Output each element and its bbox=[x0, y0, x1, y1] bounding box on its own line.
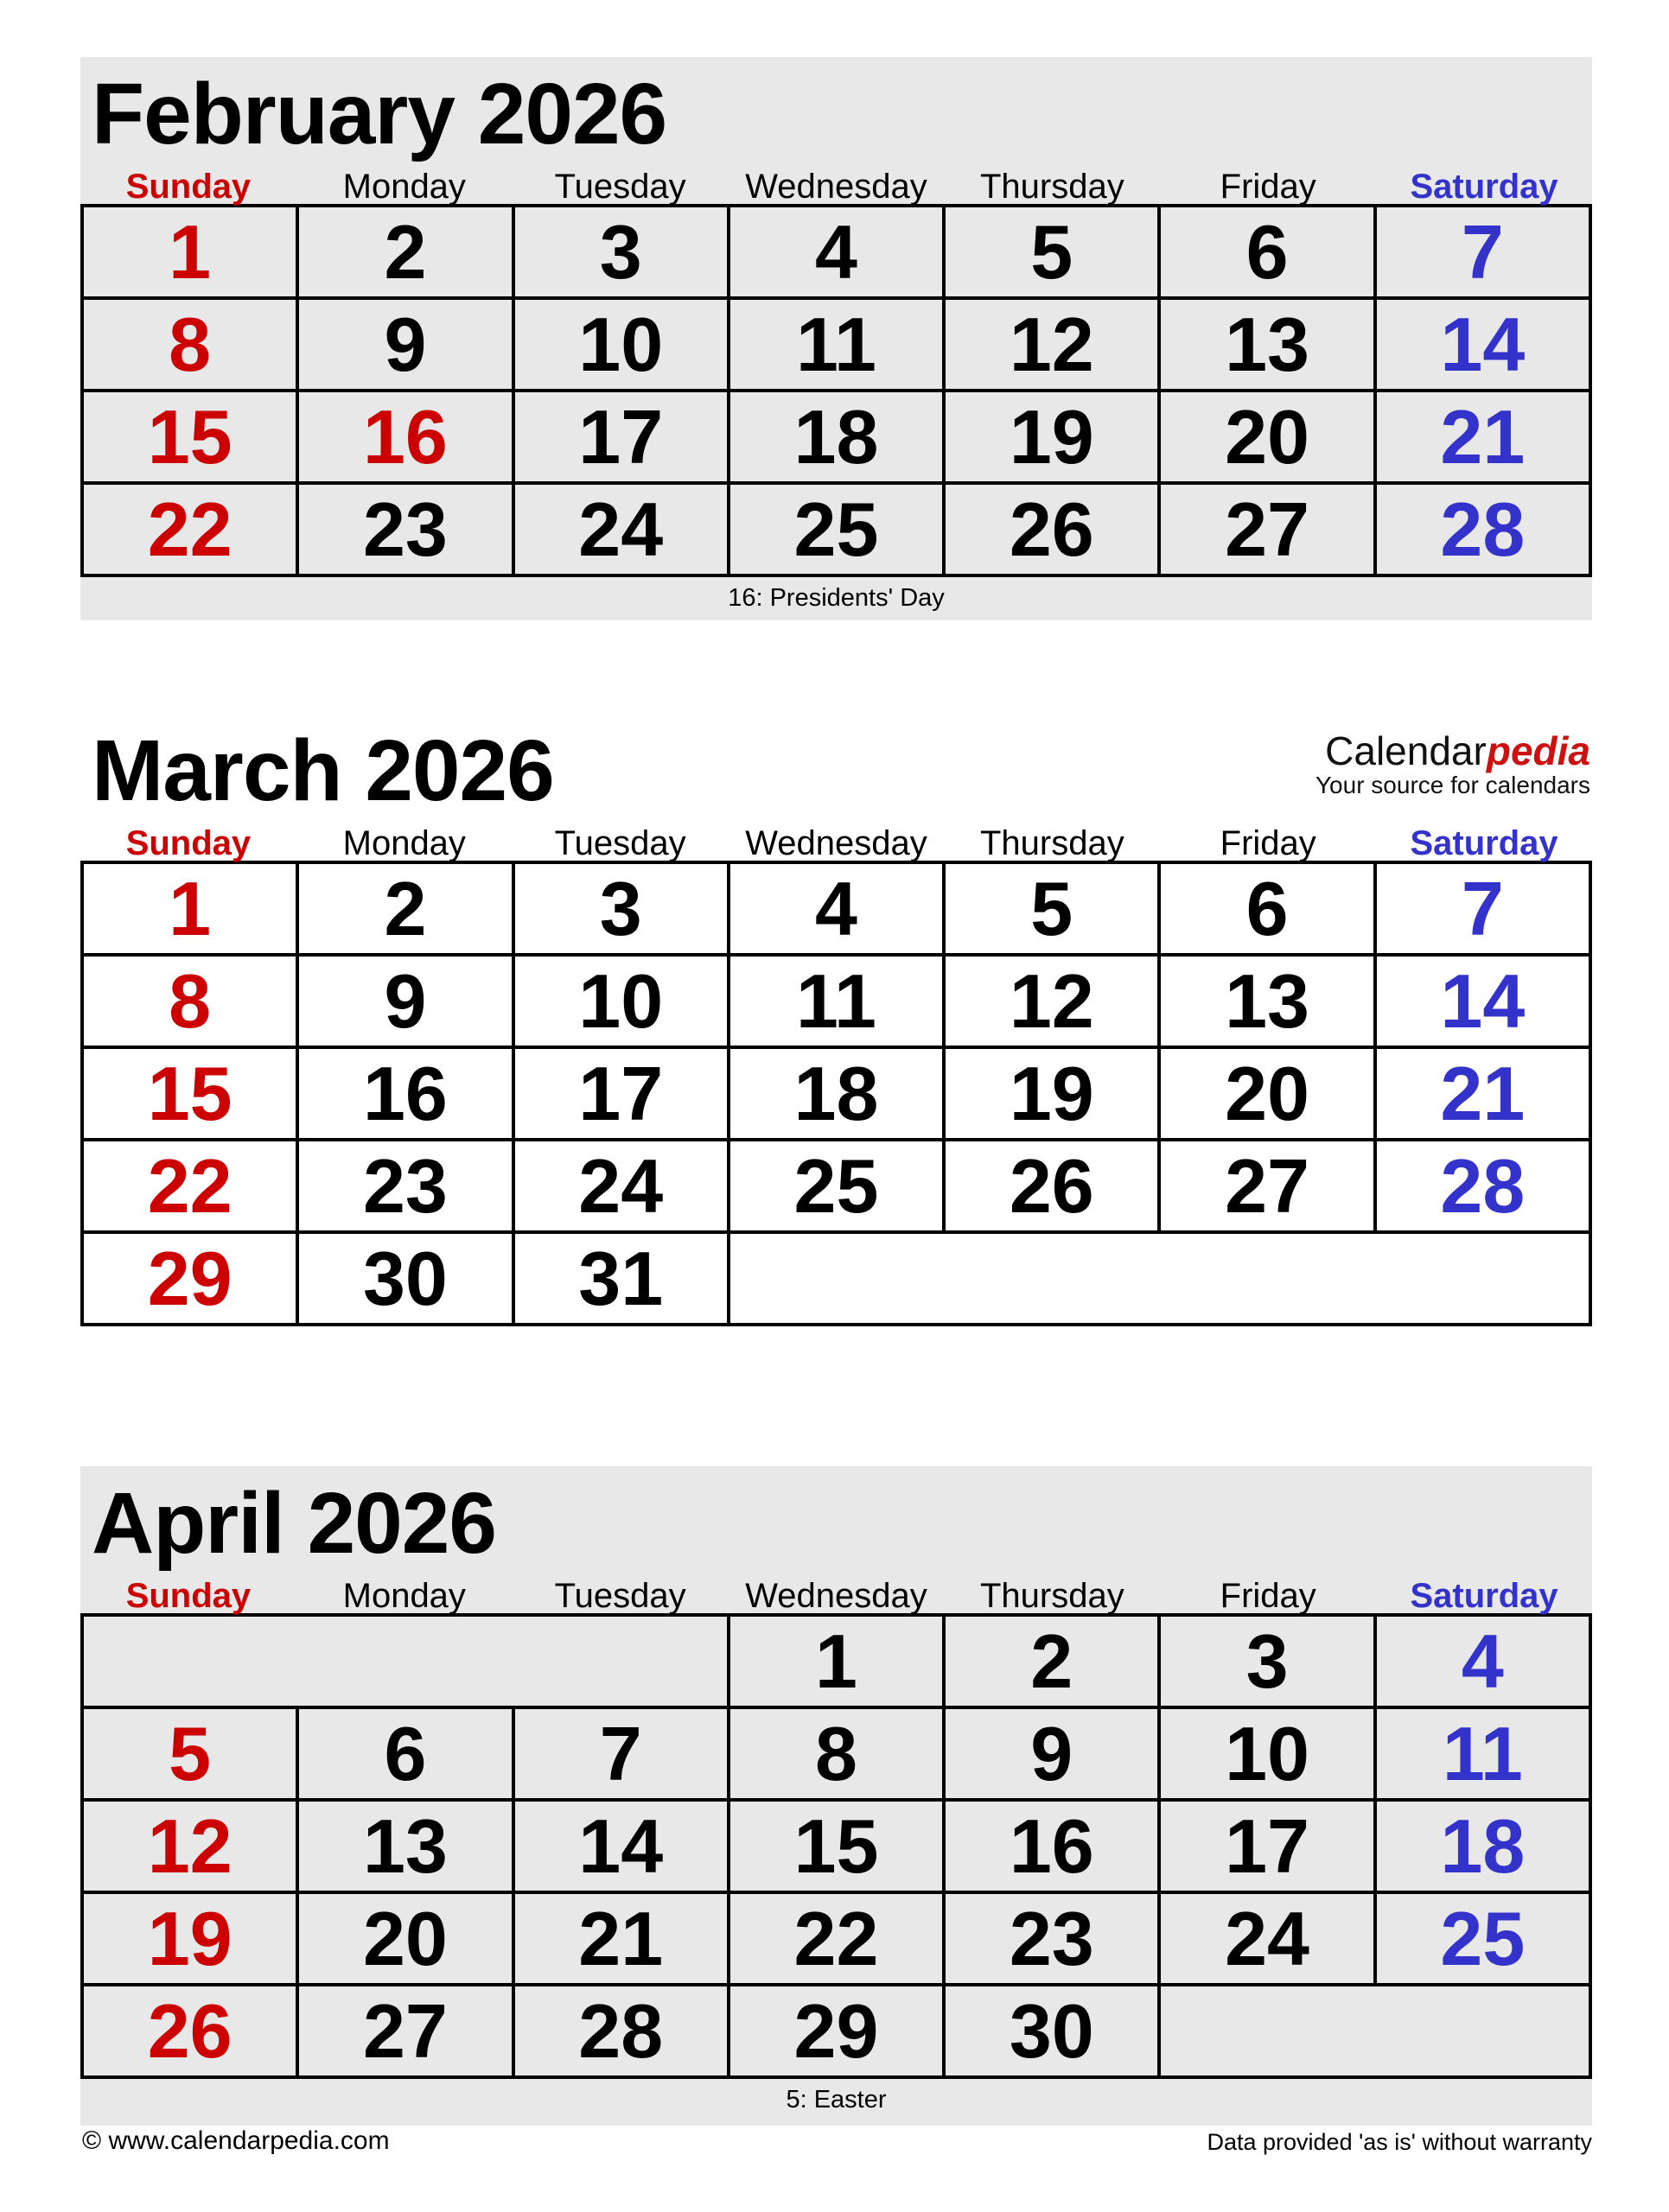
calendar-week-row bbox=[82, 1232, 1590, 1325]
day-cell: 26 bbox=[82, 1985, 297, 2077]
calendar-week-row bbox=[82, 1892, 1590, 1985]
day-cell: 9 bbox=[297, 955, 513, 1047]
weekday-label-wednesday: Wednesday bbox=[745, 824, 927, 862]
day-cell: 12 bbox=[944, 955, 1159, 1047]
day-cell: 25 bbox=[1375, 1892, 1590, 1985]
day-cell: 2 bbox=[944, 1615, 1159, 1707]
day-cell: 19 bbox=[82, 1892, 297, 1985]
month-grid bbox=[80, 1613, 1592, 2079]
calendar-week-row bbox=[82, 1707, 1590, 1800]
day-cell: 18 bbox=[729, 391, 944, 483]
day-cell: 9 bbox=[944, 1707, 1159, 1800]
day-cell: 16 bbox=[944, 1800, 1159, 1892]
day-cell: 25 bbox=[729, 1140, 944, 1232]
disclaimer-text: Data provided 'as is' without warranty bbox=[1207, 2129, 1592, 2155]
weekday-label-sunday: Sunday bbox=[125, 824, 252, 862]
day-cell: 6 bbox=[1159, 206, 1374, 298]
month-title: March 2026 bbox=[92, 722, 554, 819]
weekday-header-row bbox=[80, 826, 1592, 861]
day-cell: 16 bbox=[297, 391, 513, 483]
day-cell: 5 bbox=[944, 206, 1159, 298]
empty-day-cell bbox=[729, 1232, 1590, 1325]
day-cell: 22 bbox=[729, 1892, 944, 1985]
weekday-label-thursday: Thursday bbox=[979, 824, 1124, 862]
day-cell: 17 bbox=[513, 1047, 729, 1140]
day-cell: 3 bbox=[513, 206, 729, 298]
day-cell: 21 bbox=[513, 1892, 729, 1985]
day-cell: 27 bbox=[1159, 1140, 1374, 1232]
weekday-label-sunday: Sunday bbox=[125, 168, 252, 206]
day-cell: 14 bbox=[513, 1800, 729, 1892]
day-cell: 16 bbox=[297, 1047, 513, 1140]
copyright-link[interactable]: © www.calendarpedia.com bbox=[82, 2126, 390, 2155]
weekday-label-wednesday: Wednesday bbox=[745, 168, 927, 206]
weekday-header-row bbox=[80, 169, 1592, 204]
month-grid bbox=[80, 861, 1592, 1326]
weekday-label-tuesday: Tuesday bbox=[554, 168, 686, 206]
day-cell: 20 bbox=[297, 1892, 513, 1985]
month-grid bbox=[80, 204, 1592, 577]
day-cell: 10 bbox=[513, 955, 729, 1047]
holiday-footnote: 5: Easter bbox=[786, 2086, 887, 2113]
day-cell: 19 bbox=[944, 1047, 1159, 1140]
month-title: February 2026 bbox=[92, 66, 667, 162]
calendar-week-row bbox=[82, 298, 1590, 391]
day-cell: 26 bbox=[944, 483, 1159, 575]
calendarpedia-wordmark bbox=[1315, 728, 1590, 773]
day-cell: 30 bbox=[944, 1985, 1159, 2077]
day-cell: 17 bbox=[513, 391, 729, 483]
weekday-label-thursday: Thursday bbox=[979, 168, 1124, 206]
day-cell: 24 bbox=[513, 483, 729, 575]
day-cell: 28 bbox=[1375, 483, 1590, 575]
day-cell: 8 bbox=[82, 955, 297, 1047]
day-cell: 7 bbox=[1375, 862, 1590, 955]
calendar-week-row bbox=[82, 1985, 1590, 2077]
day-cell: 10 bbox=[1159, 1707, 1374, 1800]
day-cell: 28 bbox=[513, 1985, 729, 2077]
empty-day-cell bbox=[82, 1615, 729, 1707]
calendar-week-row bbox=[82, 862, 1590, 955]
calendar-week-row bbox=[82, 206, 1590, 298]
day-cell: 29 bbox=[82, 1232, 297, 1325]
calendar-week-row bbox=[82, 1615, 1590, 1707]
calendar-week-row bbox=[82, 1140, 1590, 1232]
logo-part-pedia: pedia bbox=[1486, 728, 1590, 773]
day-cell: 23 bbox=[297, 483, 513, 575]
day-cell: 12 bbox=[82, 1800, 297, 1892]
day-cell: 12 bbox=[944, 298, 1159, 391]
weekday-label-thursday: Thursday bbox=[979, 1577, 1124, 1615]
day-cell: 9 bbox=[297, 298, 513, 391]
logo-tagline: Your source for calendars bbox=[1315, 772, 1590, 798]
day-cell: 30 bbox=[297, 1232, 513, 1325]
weekday-label-tuesday: Tuesday bbox=[554, 1577, 686, 1615]
calendar-week-row bbox=[82, 483, 1590, 575]
day-cell: 15 bbox=[82, 1047, 297, 1140]
day-cell: 19 bbox=[944, 391, 1159, 483]
day-cell: 24 bbox=[1159, 1892, 1374, 1985]
calendarpedia-logo[interactable] bbox=[1315, 728, 1590, 798]
day-cell: 1 bbox=[729, 1615, 944, 1707]
day-cell: 23 bbox=[297, 1140, 513, 1232]
day-cell: 20 bbox=[1159, 391, 1374, 483]
day-cell: 10 bbox=[513, 298, 729, 391]
day-cell: 11 bbox=[729, 955, 944, 1047]
day-cell: 4 bbox=[729, 206, 944, 298]
day-cell: 21 bbox=[1375, 391, 1590, 483]
weekday-label-friday: Friday bbox=[1220, 824, 1316, 862]
month-block-april-2026 bbox=[80, 1466, 1592, 2126]
month-block-march-2026 bbox=[80, 714, 1592, 1326]
weekday-label-saturday: Saturday bbox=[1410, 1577, 1558, 1615]
day-cell: 27 bbox=[297, 1985, 513, 2077]
calendar-week-row bbox=[82, 391, 1590, 483]
weekday-header-row bbox=[80, 1579, 1592, 1613]
day-cell: 18 bbox=[729, 1047, 944, 1140]
day-cell: 13 bbox=[1159, 298, 1374, 391]
day-cell: 5 bbox=[82, 1707, 297, 1800]
day-cell: 31 bbox=[513, 1232, 729, 1325]
day-cell: 13 bbox=[1159, 955, 1374, 1047]
month-title: April 2026 bbox=[92, 1475, 497, 1572]
month-block-february-2026 bbox=[80, 57, 1592, 620]
weekday-label-wednesday: Wednesday bbox=[745, 1577, 927, 1615]
weekday-label-monday: Monday bbox=[342, 1577, 466, 1615]
day-cell: 20 bbox=[1159, 1047, 1374, 1140]
day-cell: 4 bbox=[729, 862, 944, 955]
logo-part-calendar: Calendar bbox=[1325, 728, 1487, 773]
day-cell: 21 bbox=[1375, 1047, 1590, 1140]
calendar-week-row bbox=[82, 1047, 1590, 1140]
day-cell: 8 bbox=[729, 1707, 944, 1800]
weekday-label-sunday: Sunday bbox=[125, 1577, 252, 1615]
day-cell: 1 bbox=[82, 206, 297, 298]
day-cell: 15 bbox=[82, 391, 297, 483]
weekday-label-tuesday: Tuesday bbox=[554, 824, 686, 862]
day-cell: 7 bbox=[1375, 206, 1590, 298]
day-cell: 6 bbox=[1159, 862, 1374, 955]
day-cell: 22 bbox=[82, 483, 297, 575]
weekday-label-monday: Monday bbox=[342, 824, 466, 862]
weekday-label-friday: Friday bbox=[1220, 168, 1316, 206]
calendar-week-row bbox=[82, 955, 1590, 1047]
day-cell: 18 bbox=[1375, 1800, 1590, 1892]
day-cell: 14 bbox=[1375, 298, 1590, 391]
day-cell: 29 bbox=[729, 1985, 944, 2077]
day-cell: 11 bbox=[1375, 1707, 1590, 1800]
day-cell: 24 bbox=[513, 1140, 729, 1232]
weekday-label-friday: Friday bbox=[1220, 1577, 1316, 1615]
weekday-label-monday: Monday bbox=[342, 168, 466, 206]
empty-day-cell bbox=[1159, 1985, 1590, 2077]
calendar-week-row bbox=[82, 1800, 1590, 1892]
day-cell: 3 bbox=[513, 862, 729, 955]
day-cell: 22 bbox=[82, 1140, 297, 1232]
day-cell: 2 bbox=[297, 862, 513, 955]
day-cell: 5 bbox=[944, 862, 1159, 955]
day-cell: 27 bbox=[1159, 483, 1374, 575]
weekday-label-saturday: Saturday bbox=[1410, 168, 1558, 206]
day-cell: 23 bbox=[944, 1892, 1159, 1985]
day-cell: 11 bbox=[729, 298, 944, 391]
day-cell: 3 bbox=[1159, 1615, 1374, 1707]
holiday-footnote: 16: Presidents' Day bbox=[728, 584, 945, 612]
day-cell: 17 bbox=[1159, 1800, 1374, 1892]
day-cell: 13 bbox=[297, 1800, 513, 1892]
day-cell: 7 bbox=[513, 1707, 729, 1800]
day-cell: 8 bbox=[82, 298, 297, 391]
day-cell: 2 bbox=[297, 206, 513, 298]
day-cell: 14 bbox=[1375, 955, 1590, 1047]
day-cell: 4 bbox=[1375, 1615, 1590, 1707]
day-cell: 1 bbox=[82, 862, 297, 955]
weekday-label-saturday: Saturday bbox=[1410, 824, 1558, 862]
day-cell: 15 bbox=[729, 1800, 944, 1892]
day-cell: 26 bbox=[944, 1140, 1159, 1232]
day-cell: 6 bbox=[297, 1707, 513, 1800]
day-cell: 28 bbox=[1375, 1140, 1590, 1232]
day-cell: 25 bbox=[729, 483, 944, 575]
